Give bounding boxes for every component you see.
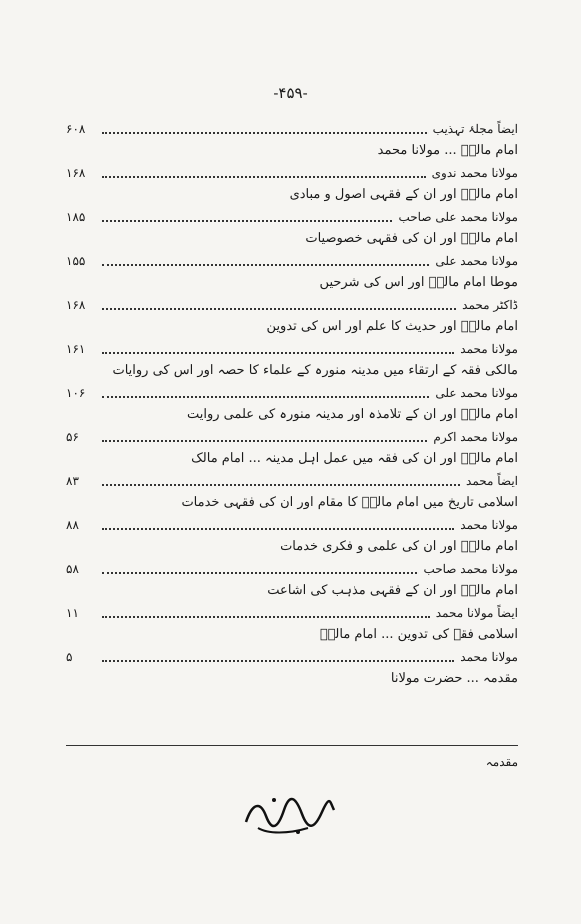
toc-entry-ref: [66, 514, 518, 536]
toc-entry-title: امام مالکؒ ... مولانا محمد: [377, 143, 518, 158]
toc-page-ref: ۸۸: [66, 518, 79, 532]
toc-entry-title: موطا امام مالکؒ اور اس کی شرحیں: [319, 275, 518, 290]
toc-page-ref: ۱۶۸: [66, 166, 86, 180]
toc-entry-author: مولانا محمد صاحب: [423, 562, 518, 576]
toc-page-ref: ۱۶۸: [66, 298, 86, 312]
toc-entry-ref: [66, 206, 518, 228]
dot-leader: [102, 570, 417, 574]
toc-entry-title: امام مالکؒ اور ان کی فقہی خصوصیات: [305, 231, 518, 246]
toc-page-ref: ۸۳: [66, 474, 79, 488]
toc-entry-ref: [66, 382, 518, 404]
toc-entry-ref: [66, 294, 518, 316]
toc-entry-title: اسلامی فقہ کی تدوین ... امام مالکؒ: [319, 627, 518, 642]
toc-page-ref: ۶۰۸: [66, 122, 86, 136]
dot-leader: [102, 262, 429, 266]
toc-page-ref: ۱۶۱: [66, 342, 86, 356]
toc-entry-author: مولانا محمد ندوی: [431, 166, 518, 180]
toc-entry-ref: [66, 162, 518, 184]
toc-entry-author: مولانا محمد: [460, 650, 518, 664]
toc-entry-author: مولانا محمد اکرم: [433, 430, 518, 444]
toc-entry-title: مالکی فقہ کے ارتقاء میں مدینہ منورہ کے علماء کا حصہ اور اس کی روایات: [112, 363, 518, 378]
table-of-contents: [66, 118, 518, 690]
toc-page-ref: ۵: [66, 650, 73, 664]
toc-entry-author: ایضاً مولانا محمد: [435, 606, 518, 620]
toc-entry-ref: [66, 250, 518, 272]
toc-entry-author: ایضاً محمد: [466, 474, 518, 488]
toc-entry-ref: [66, 338, 518, 360]
toc-entry-author: ایضاً مجلۂ تہذیب: [432, 122, 518, 136]
toc-entry-title: مقدمہ ... حضرت مولانا: [390, 671, 518, 686]
toc-entry-author: مولانا محمد علی: [435, 254, 518, 268]
toc-entry-ref: [66, 426, 518, 448]
dot-leader: [102, 658, 454, 662]
dot-leader: [102, 438, 427, 442]
toc-entry-ref: [66, 118, 518, 140]
dot-leader: [102, 218, 392, 222]
dot-leader: [102, 526, 454, 530]
toc-entry-title: امام مالکؒ اور ان کے تلامذہ اور مدینہ منورہ کی علمی روایت: [186, 407, 518, 422]
toc-entry-title: امام مالکؒ اور ان کی علمی و فکری خدمات: [280, 539, 518, 554]
toc-page-ref: ۱۸۵: [66, 210, 86, 224]
toc-entry-ref: [66, 558, 518, 580]
toc-entry-ref: [66, 646, 518, 668]
calligraphy-signature: [238, 792, 338, 837]
toc-page-ref: ۱۰۶: [66, 386, 86, 400]
footer-label: مقدمہ: [485, 755, 518, 769]
toc-page-ref: ۵۸: [66, 562, 79, 576]
dot-leader: [102, 130, 427, 134]
toc-entry-author: ڈاکٹر محمد: [462, 298, 518, 312]
dot-leader: [102, 350, 454, 354]
dot-leader: [102, 174, 426, 178]
dot-leader: [102, 614, 430, 618]
toc-page-ref: ۱۵۵: [66, 254, 86, 268]
toc-entry-ref: [66, 602, 518, 624]
divider-line: [66, 745, 518, 746]
toc-entry-author: مولانا محمد: [460, 518, 518, 532]
dot-leader: [102, 394, 429, 398]
toc-page-ref: ۵۶: [66, 430, 79, 444]
toc-entry-title: امام مالکؒ اور ان کی فقہ میں عمل اہل مدینہ ... امام مالک: [191, 451, 518, 466]
toc-entry-author: مولانا محمد علی: [435, 386, 518, 400]
toc-entry-title: امام مالکؒ اور حدیث کا علم اور اس کی تدوین: [266, 319, 518, 334]
page-number: -۴۵۹-: [273, 84, 308, 102]
toc-entry-author: مولانا محمد علی صاحب: [398, 210, 518, 224]
toc-entry-title: امام مالکؒ اور ان کے فقہی اصول و مبادی: [289, 187, 518, 202]
toc-page-ref: ۱۱: [66, 606, 79, 620]
toc-entry-ref: [66, 470, 518, 492]
dot-leader: [102, 482, 460, 486]
dot-leader: [102, 306, 456, 310]
toc-entry-author: مولانا محمد: [460, 342, 518, 356]
toc-entry-title: امام مالکؒ اور ان کے فقہی مذہب کی اشاعت: [267, 583, 518, 598]
toc-entry-title: اسلامی تاریخ میں امام مالکؒ کا مقام اور ان کی فقہی خدمات: [181, 495, 518, 510]
